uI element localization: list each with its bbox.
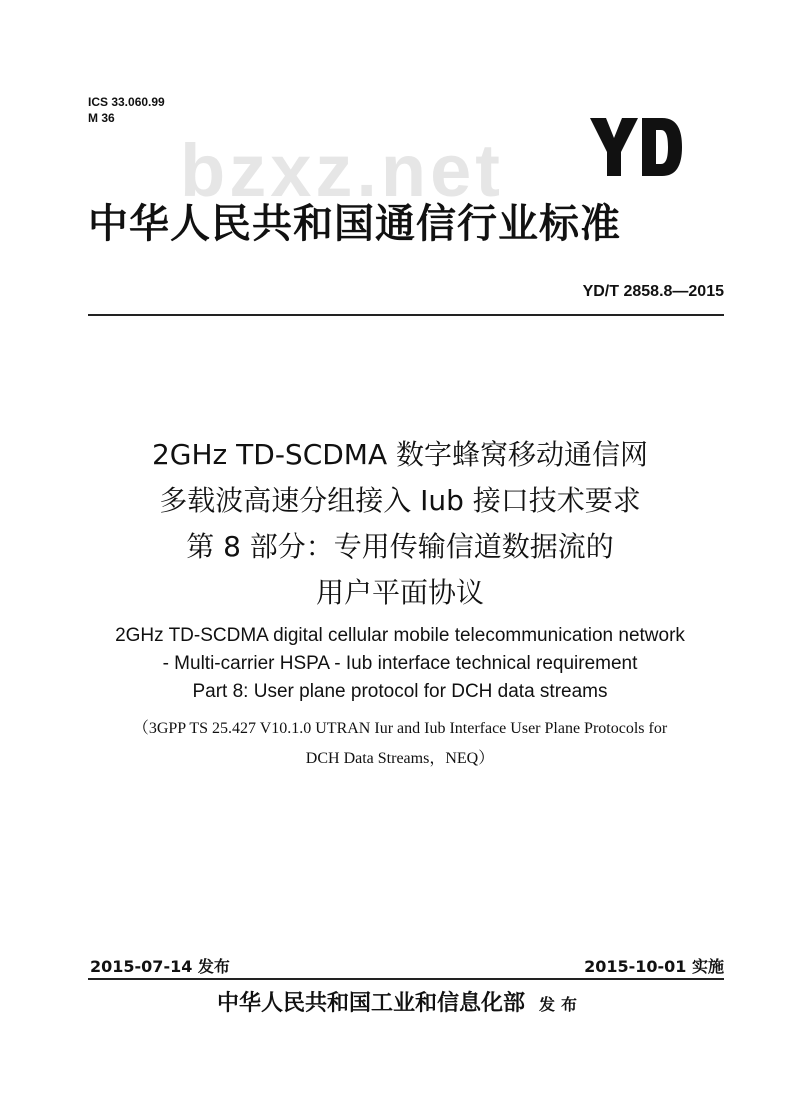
equivalence-line: DCH Data Streams，NEQ）	[305, 750, 495, 767]
ics-code: ICS 33.060.99	[88, 95, 165, 109]
equivalence-line: （3GPP TS 25.427 V10.1.0 UTRAN Iur and Iub Interface User Plane Protocols for	[132, 720, 668, 737]
title-cn-line: 用户平面协议	[315, 576, 484, 609]
publish-date: 2015-07-14 发布	[90, 957, 230, 976]
issuer-name: 中华人民共和国工业和信息化部	[216, 990, 525, 1016]
title-en-line: - Multi-carrier HSPA - Iub interface technical requirement	[162, 653, 638, 674]
issue-word: 发布	[539, 995, 584, 1014]
yd-logo	[590, 118, 682, 176]
classification-codes	[88, 94, 165, 126]
title-en-line: 2GHz TD-SCDMA digital cellular mobile telecommunication network	[115, 625, 685, 646]
implement-date: 2015-10-01 实施	[584, 957, 724, 976]
standard-number: YD/T 2858.8—2015	[582, 283, 724, 300]
ccs-code: M 36	[88, 111, 115, 125]
title-en-line: Part 8: User plane protocol for DCH data streams	[192, 681, 608, 702]
standard-name: 中华人民共和国通信行业标准	[88, 201, 621, 247]
watermark: bzxz.net	[180, 129, 504, 212]
header-divider	[88, 314, 724, 316]
title-cn-line: 多载波高速分组接入 Iub 接口技术要求	[159, 484, 641, 517]
title-cn-line: 第 8 部分：专用传输信道数据流的	[186, 530, 614, 563]
issuing-authority	[60, 986, 740, 1017]
title-english	[40, 622, 760, 706]
footer-divider	[88, 978, 724, 980]
equivalence-note	[60, 714, 740, 774]
title-chinese	[60, 432, 740, 616]
title-cn-line: 2GHz TD-SCDMA 数字蜂窝移动通信网	[151, 438, 649, 471]
